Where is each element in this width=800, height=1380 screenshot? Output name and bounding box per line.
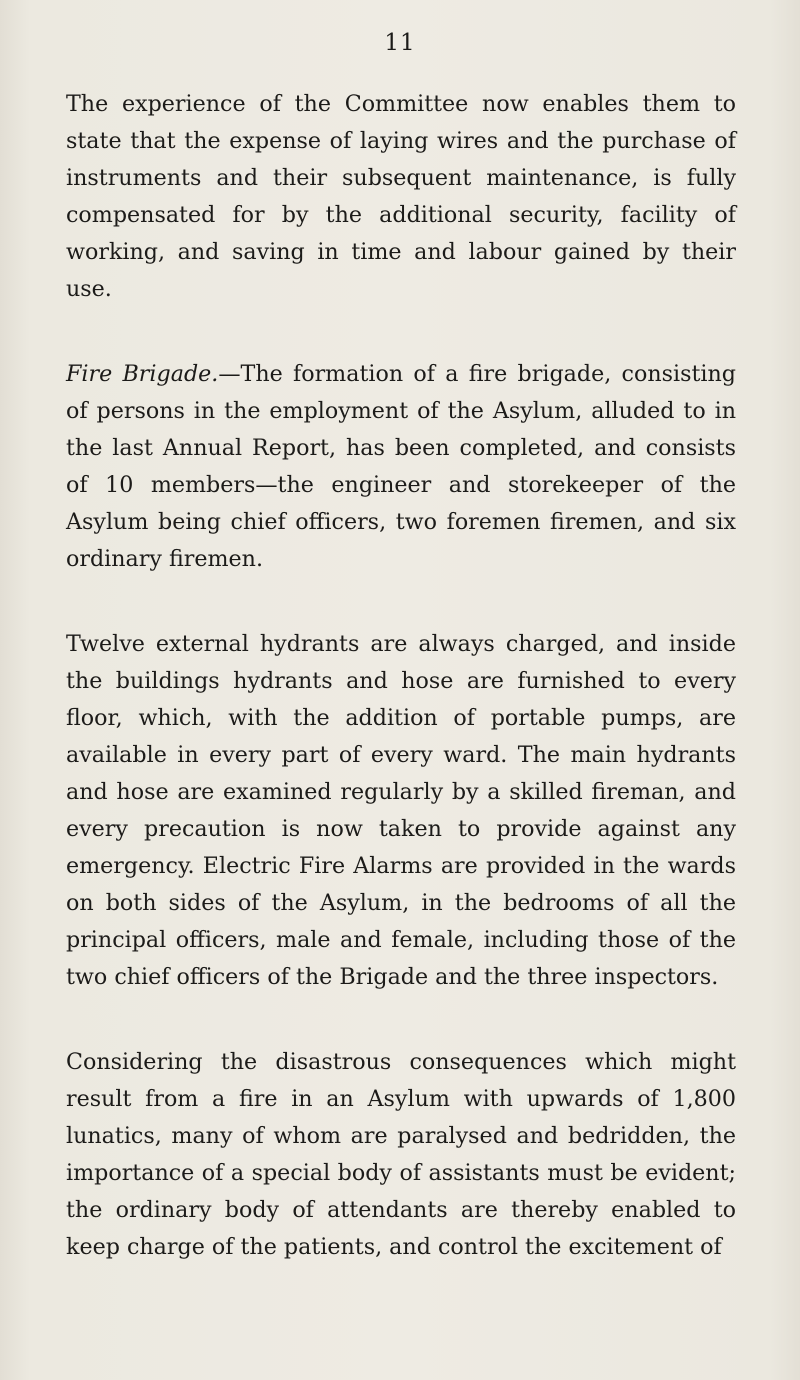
paragraph-hydrants [66,626,736,996]
paragraph-text: —The formation of a fire brigade, consisting of persons in the employment of the Asylum, alluded to in the last Annual Report, has been completed, and consists of 10 members—the engineer and storekeeper of the Asylum being chief officers, two foremen firemen, and six ordinary firemen. [66,361,736,572]
paragraph-text: Twelve external hydrants are always charged, and inside the buildings hydrants and hose are furnished to every floor, which, with the addition of portable pumps, are available in every part of every ward. The main hydrants and hose are examined regularly by a skilled fireman, and every precaution is now taken to provide against any emergency. Electric Fire Alarms are provided in the wards on both sides of the Asylum, in the bedrooms of all the principal officers, male and female, including those of the two chief officers of the Brigade and the three inspectors. [66,631,736,990]
page-number: 11 [384,30,416,56]
paragraph-fire-brigade [66,356,736,578]
paragraph-text: Considering the disastrous consequences which might result from a fire in an Asylum with upwards of 1,800 lunatics, many of whom are paralysed and bedridden, the importance of a special body of assistants must be evident; the ordinary body of attendants are thereby enabled to keep charge of the patients, and control the excitement of [66,1049,736,1260]
paragraph-considering [66,1044,736,1266]
section-heading-fire-brigade: Fire Brigade. [66,361,219,387]
body-text [66,86,736,1314]
paragraph-telegraph-expense [66,86,736,308]
paragraph-text: The experience of the Committee now enables them to state that the expense of laying wires and the purchase of instruments and their subsequent maintenance, is fully compensated for by the additional security, facility of working, and saving in time and labour gained by their use. [66,91,736,302]
